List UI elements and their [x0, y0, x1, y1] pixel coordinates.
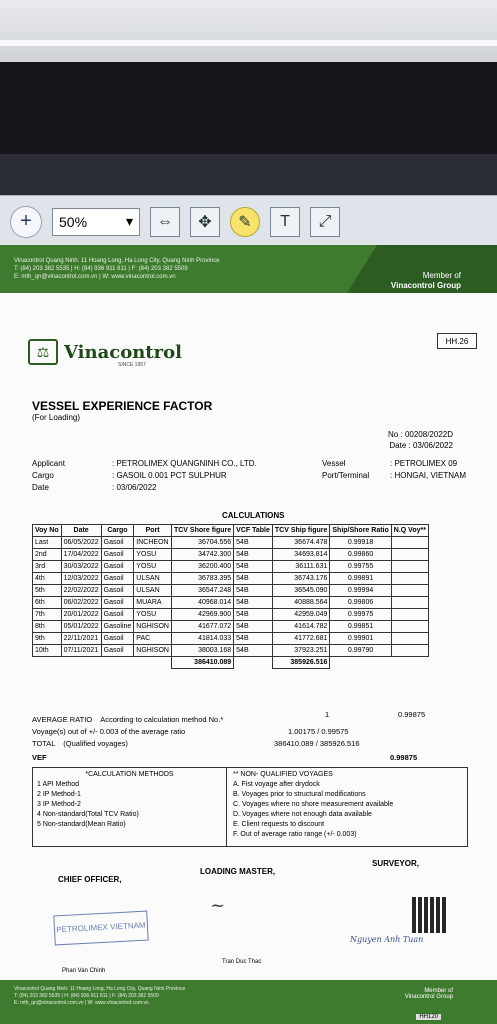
monitor-top-bezel: [0, 0, 497, 62]
col-date: Date: [61, 525, 101, 537]
col-tcv-shore: TCV Shore figure: [171, 525, 233, 537]
calc-methods-title: *CALCULATION METHODS: [85, 771, 174, 778]
vef-label: VEF: [32, 753, 47, 762]
cell-ratio: 0.99860: [330, 549, 391, 561]
header-member: [391, 271, 461, 291]
table-body: [33, 537, 429, 669]
cell-nq: [391, 573, 428, 585]
fit-page-button[interactable]: [150, 207, 180, 237]
surveyor-label: SURVEYOR,: [372, 859, 419, 868]
cell-port: YOSU: [134, 549, 172, 561]
highlight-icon: T: [280, 212, 290, 230]
footer-member: [405, 988, 453, 1000]
avg-method: 1: [325, 710, 330, 719]
cell-ratio: 0.99891: [330, 573, 391, 585]
cell-tcv-ship: 37923.251: [272, 645, 330, 657]
cargo-label: Cargo: [32, 471, 54, 480]
nq-voyages: [231, 768, 465, 842]
table-row: [33, 549, 429, 561]
fit-page-icon: ⇔: [157, 212, 173, 230]
info-left-values: [112, 458, 257, 494]
cell-cargo: Gasoline: [101, 621, 134, 633]
nq-item: F. Out of average ratio range (+/- 0.003): [233, 831, 357, 838]
cell-cargo: Gasoil: [101, 645, 134, 657]
table-row: [33, 537, 429, 549]
nq-item: C. Voyages where no shore measurement available: [233, 801, 394, 808]
calculation-table: [32, 524, 429, 669]
table-row: [33, 609, 429, 621]
footer-address-line: E: mth_qn@vinacontrol.com.vn | W: www.vinacontrol.com.vn: [14, 1000, 149, 1006]
col-ratio: Ship/Shore Ratio: [330, 525, 391, 537]
total-shore: 386410.089: [171, 657, 233, 669]
cell-port: NGHISON: [134, 621, 172, 633]
cell-tcv-shore: 40968.014: [171, 597, 233, 609]
applicant-label: Applicant: [32, 459, 65, 468]
cell-port: ULSAN: [134, 585, 172, 597]
cell-date: 22/11/2021: [61, 633, 101, 645]
header-address-line: T: (84) 203 382 5535 | H: (84) 936 911 811 | F: (84) 203 382 5509: [14, 266, 188, 272]
cell-tcv-ship: 36545.090: [272, 585, 330, 597]
col-vcf: VCF Table: [234, 525, 273, 537]
cell-vcf: 54B: [234, 585, 273, 597]
method-item: 3 IP Method-2: [37, 801, 81, 808]
cell-vcf: 54B: [234, 633, 273, 645]
company-stamp: PETROLIMEX VIETNAM: [53, 911, 148, 946]
cell-tcv-shore: 36704.556: [171, 537, 233, 549]
cell-tcv-shore: 41677.072: [171, 621, 233, 633]
doc-code: HH.26: [437, 333, 477, 349]
zoom-value: 50%: [59, 213, 88, 230]
member-label: Member of: [424, 988, 453, 994]
vessel-value: : PETROLIMEX 09: [390, 459, 458, 468]
footer-address-line: T: (84) 203 382 5535 | H: (84) 936 911 811 | F: (84) 203 382 5509: [14, 993, 159, 999]
cargo-value: : GASOIL 0.001 PCT SULPHUR: [112, 471, 227, 480]
cell-nq: [391, 633, 428, 645]
cell-tcv-shore: 42969.900: [171, 609, 233, 621]
cell-date: 30/03/2022: [61, 561, 101, 573]
port-label: Port/Terminal: [322, 471, 370, 480]
calculations-title: CALCULATIONS: [222, 511, 285, 520]
info-right-labels: [322, 458, 369, 482]
chief-officer-label: CHIEF OFFICER,: [58, 875, 122, 884]
total-value: 386410.089 / 385926.516: [274, 739, 360, 748]
vessel-label: Vessel: [322, 459, 346, 468]
cell-cargo: Gasoil: [101, 537, 134, 549]
date-value: : 03/06/2022: [112, 483, 157, 492]
logo-since: SINCE 1957: [118, 362, 146, 368]
date-value: : 03/06/2022: [408, 441, 453, 450]
master-signature: ~: [210, 895, 226, 916]
cell-tcv-ship: 41772.681: [272, 633, 330, 645]
cell-voy-no: 8th: [33, 621, 62, 633]
out-of-range-value: 1.00175 / 0.99575: [288, 727, 349, 736]
chief-officer-name: Phan Van Chinh: [62, 968, 106, 974]
header-address-line: Vinacontrol Quang Ninh: 11 Hoang Long, Ha Long City, Quang Ninh Province: [14, 258, 220, 264]
cell-cargo: Gasoil: [101, 549, 134, 561]
col-tcv-ship: TCV Ship figure: [272, 525, 330, 537]
applicant-value: : PETROLIMEX QUANGNINH CO., LTD.: [112, 459, 257, 468]
footer-address: [14, 986, 185, 1007]
qr-code: [412, 897, 448, 933]
document-page: [0, 245, 497, 1024]
cell-port: ULSAN: [134, 573, 172, 585]
avg-text: According to calculation method No.*: [100, 715, 224, 724]
table-row: [33, 633, 429, 645]
vef-value: 0.99875: [390, 753, 418, 762]
cell-tcv-shore: 36200.400: [171, 561, 233, 573]
col-port: Port: [134, 525, 172, 537]
cell-nq: [391, 597, 428, 609]
cell-voy-no: 6th: [33, 597, 62, 609]
cell-date: 17/04/2022: [61, 549, 101, 561]
cell-tcv-ship: 36674.478: [272, 537, 330, 549]
fit-width-button[interactable]: [190, 207, 220, 237]
cell-ratio: 0.99901: [330, 633, 391, 645]
cell-nq: [391, 537, 428, 549]
zoom-in-button[interactable]: [10, 206, 42, 238]
cell-ratio: 0.99806: [330, 597, 391, 609]
col-voy-no: Voy No: [33, 525, 62, 537]
bottom-tag: HH120: [416, 1014, 441, 1020]
cell-cargo: Gasoil: [101, 609, 134, 621]
cell-voy-no: 7th: [33, 609, 62, 621]
scale-icon: ⚖: [28, 339, 58, 365]
cell-port: PAC: [134, 633, 172, 645]
cell-vcf: 54B: [234, 549, 273, 561]
cell-nq: [391, 585, 428, 597]
table-header-row: [33, 525, 429, 537]
cell-tcv-shore: 34742.300: [171, 549, 233, 561]
cell-tcv-shore: 36783.395: [171, 573, 233, 585]
cell-ratio: 0.99790: [330, 645, 391, 657]
surveyor-signature: Nguyen Anh Tuan: [350, 935, 424, 944]
cell-ratio: 0.99975: [330, 609, 391, 621]
loading-master-name: Tran Duc Thac: [222, 959, 262, 965]
total-text: (Qualified voyages): [63, 739, 128, 748]
method-item: 1 API Method: [37, 781, 80, 788]
table-row: [33, 621, 429, 633]
cell-tcv-ship: 42959.049: [272, 609, 330, 621]
totals-spacer: [330, 657, 429, 669]
add-icon: +: [20, 210, 32, 232]
methods-box: [32, 767, 468, 847]
totals-spacer: [33, 657, 172, 669]
footer-address-line: Vinacontrol Quang Ninh: 11 Hoang Long, Ha Long City, Quang Ninh Province: [14, 986, 186, 992]
cell-voy-no: 10th: [33, 645, 62, 657]
method-item: 4 Non-standard(Total TCV Ratio): [37, 811, 139, 818]
date-label: Date: [389, 441, 407, 450]
cell-voy-no: 4th: [33, 573, 62, 585]
cell-port: YOSU: [134, 561, 172, 573]
cell-date: 05/01/2022: [61, 621, 101, 633]
doc-number-date: [388, 429, 453, 451]
cell-cargo: Gasoil: [101, 597, 134, 609]
nq-item: D. Voyages where not enough data available: [233, 811, 372, 818]
cell-tcv-shore: 36547.248: [171, 585, 233, 597]
avg-value: 0.99875: [398, 710, 426, 719]
cell-tcv-shore: 38003.168: [171, 645, 233, 657]
nq-item: A. Fist voyage after drydock: [233, 781, 320, 788]
cell-port: YOSU: [134, 609, 172, 621]
cell-ratio: 0.99851: [330, 621, 391, 633]
info-left-labels: [32, 458, 65, 494]
cell-nq: [391, 621, 428, 633]
table-row: [33, 573, 429, 585]
cell-tcv-ship: 36111.631: [272, 561, 330, 573]
nq-item: B. Voyages prior to structural modifications: [233, 791, 366, 798]
cell-vcf: 54B: [234, 621, 273, 633]
out-of-range-text: Voyage(s) out of +/- 0.003 of the average ratio: [32, 727, 186, 736]
logo-text: Vinacontrol: [64, 341, 182, 363]
cell-cargo: Gasoil: [101, 633, 134, 645]
cell-vcf: 54B: [234, 645, 273, 657]
page-subtitle: (For Loading): [32, 413, 81, 422]
table-row: [33, 561, 429, 573]
cell-date: 22/02/2022: [61, 585, 101, 597]
glare-strip: [0, 40, 497, 46]
cell-port: NGHISON: [134, 645, 172, 657]
table-row: [33, 597, 429, 609]
avg-label: AVERAGE RATIO: [32, 715, 93, 724]
fit-width-icon: ✥: [198, 213, 212, 231]
cell-ratio: 0.99994: [330, 585, 391, 597]
totals-spacer: [234, 657, 273, 669]
cell-voy-no: 2nd: [33, 549, 62, 561]
cell-port: MUARA: [134, 597, 172, 609]
cell-date: 20/01/2022: [61, 609, 101, 621]
total-line: [32, 739, 128, 748]
cell-port: INCHEON: [134, 537, 172, 549]
method-item: 2 IP Method-1: [37, 791, 81, 798]
loading-master-label: LOADING MASTER,: [200, 867, 276, 876]
header-address-line: E: mth_qn@vinacontrol.com.vn | W: www.vinacontrol.com.vn: [14, 274, 176, 280]
cell-vcf: 54B: [234, 561, 273, 573]
cell-voy-no: 3rd: [33, 561, 62, 573]
pdf-toolbar: [0, 195, 497, 247]
member-group: Vinacontrol Group: [390, 281, 461, 290]
cell-voy-no: 9th: [33, 633, 62, 645]
nq-title: ** NON- QUALIFIED VOYAGES: [233, 771, 333, 778]
table-row: [33, 585, 429, 597]
average-ratio-line: [32, 715, 223, 724]
expand-button[interactable]: [310, 207, 340, 237]
col-nq: N.Q Voy**: [391, 525, 428, 537]
cell-vcf: 54B: [234, 573, 273, 585]
col-cargo: Cargo: [101, 525, 134, 537]
cell-cargo: Gasoil: [101, 561, 134, 573]
cell-tcv-shore: 41814.033: [171, 633, 233, 645]
cell-cargo: Gasoil: [101, 573, 134, 585]
total-ship: 385926.516: [272, 657, 330, 669]
cell-voy-no: 5th: [33, 585, 62, 597]
member-group: Vinacontrol Group: [404, 994, 453, 1000]
cell-nq: [391, 549, 428, 561]
cell-tcv-ship: 41614.782: [272, 621, 330, 633]
cell-nq: [391, 609, 428, 621]
cell-cargo: Gasoil: [101, 585, 134, 597]
cell-nq: [391, 645, 428, 657]
comment-button[interactable]: [230, 207, 260, 237]
page-header: [0, 245, 497, 293]
cell-ratio: 0.99918: [330, 537, 391, 549]
calc-methods: [33, 768, 227, 846]
company-logo: [28, 339, 182, 365]
cell-date: 06/02/2022: [61, 597, 101, 609]
cell-date: 12/03/2022: [61, 573, 101, 585]
date-label: Date: [32, 483, 49, 492]
member-label: Member of: [422, 271, 461, 280]
total-label: TOTAL: [32, 739, 56, 748]
page-title: VESSEL EXPERIENCE FACTOR: [32, 399, 213, 413]
no-label: No: [388, 430, 399, 439]
cell-tcv-ship: 36743.176: [272, 573, 330, 585]
cell-tcv-ship: 34693.814: [272, 549, 330, 561]
cell-voy-no: Last: [33, 537, 62, 549]
comment-icon: ✎: [238, 213, 252, 231]
cell-vcf: 54B: [234, 537, 273, 549]
cell-nq: [391, 561, 428, 573]
nq-item: E. Client requests to discount: [233, 821, 325, 828]
cell-date: 06/05/2022: [61, 537, 101, 549]
highlight-button[interactable]: [270, 207, 300, 237]
table-row: [33, 645, 429, 657]
zoom-select[interactable]: [52, 208, 140, 236]
chevron-down-icon[interactable]: ▾: [125, 213, 133, 229]
cell-tcv-ship: 40888.564: [272, 597, 330, 609]
cell-date: 07/11/2021: [61, 645, 101, 657]
cell-vcf: 54B: [234, 597, 273, 609]
monitor-dark-band: [0, 62, 497, 154]
totals-row: [33, 657, 429, 669]
port-value: : HONGAI, VIETNAM: [390, 471, 467, 480]
cell-vcf: 54B: [234, 609, 273, 621]
method-item: 5 Non-standard(Mean Ratio): [37, 821, 126, 828]
no-value: : 00208/2022D: [400, 430, 453, 439]
cell-ratio: 0.99755: [330, 561, 391, 573]
header-address: [14, 257, 284, 281]
expand-icon: ⤢: [318, 212, 332, 230]
info-right-values: [390, 458, 466, 482]
